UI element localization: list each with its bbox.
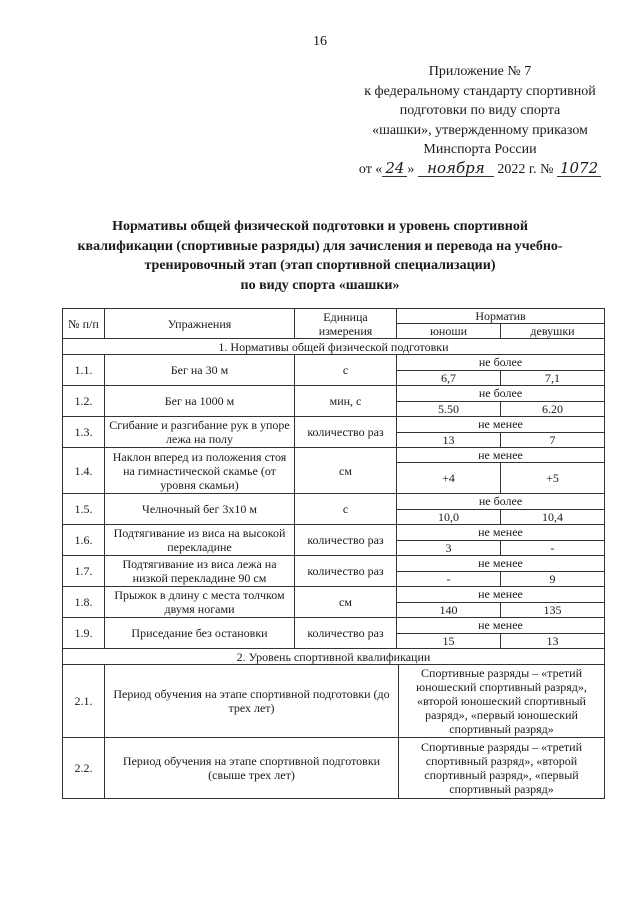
header-num: № п/п [63,309,105,339]
handwritten-month: ноября [418,161,494,177]
qualification-ranks: Спортивные разряды – «третий спортивный разряд», «второй спортивный разряд», «первый спортивный разряд» [399,738,605,799]
qualification-row: 2.1. Период обучения на этапе спортивной подготовки (до трех лет) Спортивные разряды – «третий юношеский спортивный разряд», «второй юношеский спортивный разряд», «первый юношеский спортивный разряд» [63,665,605,738]
section-title: 2. Уровень спортивной квалификации [63,649,605,665]
header-unit: Единица измерения [295,309,397,339]
handwritten-day: 24 [382,161,407,177]
appendix-block [330,62,630,179]
table-row-values: 6,7 7,1 [63,370,605,386]
norms-table [62,308,605,665]
table-row-values: 10,0 10,4 [63,509,605,525]
table-row: 1.8. Прыжок в длину с места толчком двумя ногами см не менее [63,587,605,603]
qualification-ranks: Спортивные разряды – «третий юношеский спортивный разряд», «второй юношеский спортивный разряд», «первый юношеский спортивный разряд» [399,665,605,738]
table-row: 1.4. Наклон вперед из положения стоя на гимнастической скамье (от уровня скамьи) см не менее [63,448,605,463]
qualification-table [62,664,605,799]
table-row: 1.1. Бег на 30 м с не более [63,355,605,371]
table-row-values: 140 135 [63,602,605,618]
table-row-values: +4 +5 [63,463,605,494]
table-header-row [63,309,605,324]
header-girls: девушки [501,324,605,339]
handwritten-order-number: 1072 [557,161,601,177]
table-row: 1.9. Приседание без остановки количество раз не менее [63,618,605,634]
qualification-period: Период обучения на этапе спортивной подготовки (свыше трех лет) [105,738,399,799]
page-number: 16 [313,34,327,49]
appendix-line: к федеральному стандарту спортивной [364,83,596,99]
appendix-date-line: от « 24 » ноября 2022 г. № 1072 [330,160,630,180]
section-row [63,339,605,355]
table-row-values: 13 7 [63,432,605,448]
appendix-line: подготовки по виду спорта [399,103,561,118]
table-row-values: 3 - [63,540,605,556]
date-year: 2022 г. № [497,161,554,177]
section-title: 1. Нормативы общей физической подготовки [63,339,605,355]
section-row [63,649,605,665]
header-norm: Норматив [397,309,605,324]
table-row: 1.2. Бег на 1000 м мин, с не более [63,386,605,402]
appendix-line: «шашки», утвержденному приказом [372,122,588,138]
table-row: 1.5. Челночный бег 3х10 м с не более [63,494,605,510]
table-row: 1.6. Подтягивание из виса на высокой перекладине количество раз не менее [63,525,605,541]
qualification-row: 2.2. Период обучения на этапе спортивной подготовки (свыше трех лет) Спортивные разряды – «третий спортивный разряд», «второй спортивный разряд», «первый спортивный разряд» [63,738,605,799]
table-row-values: 15 13 [63,633,605,649]
header-boys: юноши [397,324,501,339]
table-row-values: 5.50 6.20 [63,401,605,417]
qualification-period: Период обучения на этапе спортивной подготовки (до трех лет) [105,665,399,738]
table-row-values: - 9 [63,571,605,587]
header-exercise: Упражнения [105,309,295,339]
appendix-title: Приложение № 7 [428,64,532,79]
document-title: Нормативы общей физической подготовки и уровень спортивной квалификации (спортивные разряды) для зачисления и перевода на учебно- тренировочный этап (этап спортивной специализации) по виду спорта «шашки» [77,219,563,293]
appendix-line: Минспорта России [423,142,537,157]
table-row: 1.3. Сгибание и разгибание рук в упоре лежа на полу количество раз не менее [63,417,605,433]
table-row: 1.7. Подтягивание из виса лежа на низкой перекладине 90 см количество раз не менее [63,556,605,572]
